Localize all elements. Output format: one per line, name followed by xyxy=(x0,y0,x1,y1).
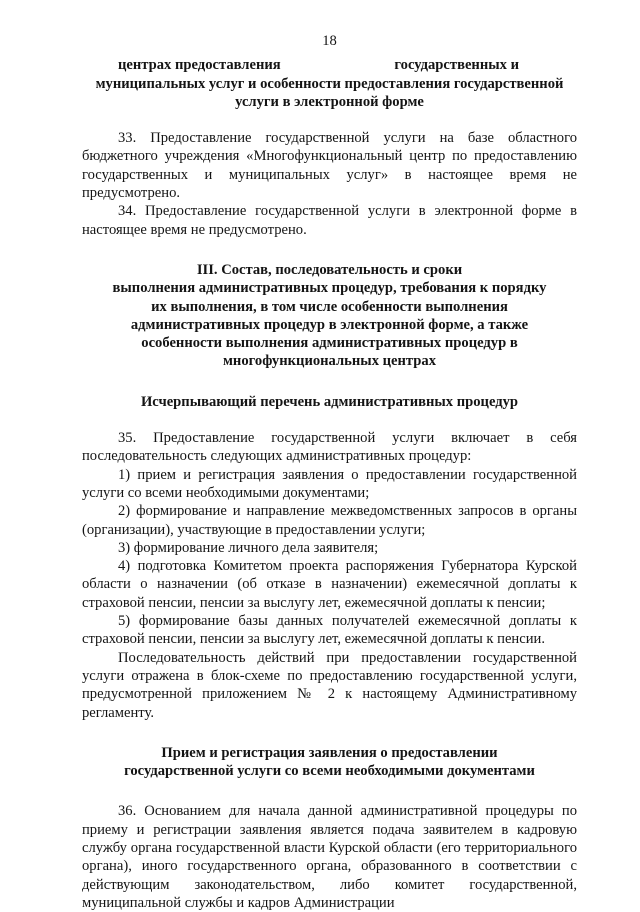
heading-top-line3: услуги в электронной форме xyxy=(235,93,424,110)
section-3-line4: административных процедур в электронной форме, а также xyxy=(130,316,529,333)
paragraph-33: 33. Предоставление государственной услуги на базе областного бюджетного учреждения «Многофункциональный центр по предоставлению государственных и муниципальных услуг» в настоящее время не предусмотрено. xyxy=(82,130,577,202)
heading-top-line1-right: государственных и xyxy=(394,57,519,74)
heading-top-line1 xyxy=(82,56,577,74)
list-item-4: 4) подготовка Комитетом проекта распоряжения Губернатора Курской области о назначении (об отказе в назначении) ежемесячной доплаты к страховой пенсии, пенсии за выслугу лет, ежемесячной доплаты к пенсии; xyxy=(82,558,577,611)
subheading-procedures-list: Исчерпывающий перечень административных процедур xyxy=(140,393,519,410)
document-page xyxy=(82,32,577,912)
list-item-5: 5) формирование базы данных получателей ежемесячной доплаты к страховой пенсии, пенсии за выслугу лет, ежемесячной доплаты к пенсии. xyxy=(82,613,577,648)
section-3-line5: особенности выполнения административных процедур в xyxy=(141,335,518,352)
page-number: 18 xyxy=(322,33,337,49)
paragraph-34: 34. Предоставление государственной услуги в электронной форме в настоящее время не предусмотрено. xyxy=(82,203,577,238)
section-3-line2: выполнения административных процедур, требования к порядку xyxy=(112,280,547,297)
heading-top xyxy=(82,56,577,111)
list-item-3: 3) формирование личного дела заявителя; xyxy=(118,539,379,556)
paragraph-sequence: Последовательность действий при предоставлении государственной услуги отражена в блок-схеме по предоставлению государственной услуги, предусмотренной приложением № 2 к настоящему Административному регламенту. xyxy=(82,649,577,721)
section-3-line6: многофункциональных центрах xyxy=(222,353,436,370)
list-item-1: 1) прием и регистрация заявления о предоставлении государственной услуги со всеми необходимыми документами; xyxy=(82,466,577,501)
paragraph-36: 36. Основанием для начала данной административной процедуры по приему и регистрации заявления является подача заявителем в кадровую службу органа государственной власти Курской области (его территориального органа), иного государственного органа, образованного в соответствии с действующим законодательством, либо комитет государственной, муниципальной службы и кадров Администрации xyxy=(82,803,577,911)
heading-top-line1-left: центрах предоставления xyxy=(118,57,281,74)
subheading-reception-line1: Прием и регистрация заявления о предоставлении xyxy=(161,744,498,761)
list-item-2: 2) формирование и направление межведомственных запросов в органы (организации), участвующие в предоставлении услуги; xyxy=(82,503,577,538)
section-3-heading xyxy=(82,261,577,371)
paragraph-35: 35. Предоставление государственной услуги включает в себя последовательность следующих административных процедур: xyxy=(82,430,577,465)
section-3-line1: III. Состав, последовательность и сроки xyxy=(196,261,463,278)
section-3-line3: их выполнения, в том числе особенности выполнения xyxy=(151,298,508,315)
subheading-reception xyxy=(82,744,577,781)
subheading-reception-line2: государственной услуги со всеми необходимыми документами xyxy=(124,763,535,780)
heading-top-line2: муниципальных услуг и особенности предоставления государственной xyxy=(95,75,564,92)
